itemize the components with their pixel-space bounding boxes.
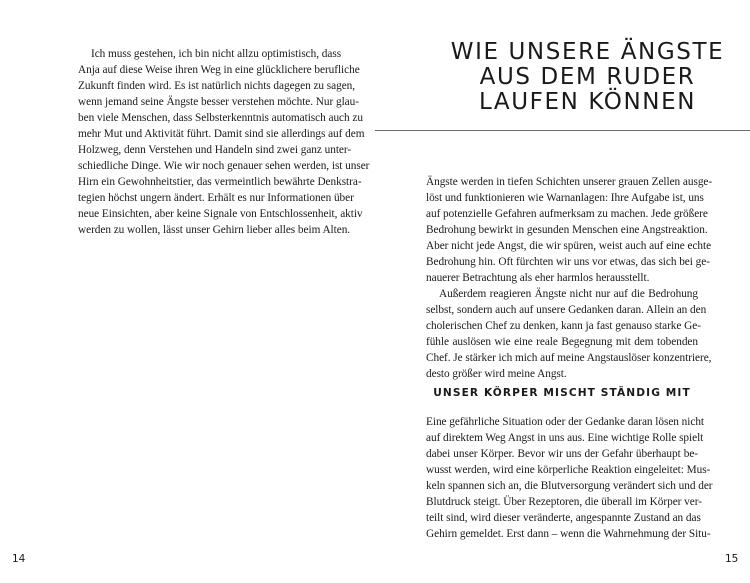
text-line: schiedliche Dinge. Wie wir noch genauer sehen werden, ist unser [78, 160, 370, 172]
text-line: wusst werden, wird eine körperliche Reaktion eingeleitet: Mus- [426, 464, 711, 476]
text-line: Bedrohung hin. Oft fürchten wir uns vor etwas, das sich bei ge- [426, 256, 710, 268]
heading-divider [375, 130, 750, 131]
text-line: ben viele Menschen, dass Selbsterkenntnis automatisch auch zu [78, 112, 363, 124]
chapter-heading [425, 40, 750, 115]
section-subheading: UNSER KÖRPER MISCHT STÄNDIG MIT [433, 387, 691, 399]
text-line: wenn jemand seine Ängste besser verstehen möchte. Nur glau- [78, 96, 359, 108]
text-line: Ängste werden in tiefen Schichten unserer grauen Zellen ausge- [426, 176, 713, 188]
text-line: desto größer wird meine Angst. [426, 368, 567, 380]
text-line: dabei unser Körper. Bevor wir uns der Gefahr überhaupt be- [426, 448, 698, 460]
text-line: teilt sind, wird dieser veränderte, angespannte Zustand an das [426, 512, 701, 524]
text-line: selbst, sondern auch auf unsere Gedanken daran. Allein an den [426, 304, 707, 316]
text-line: Blutdruck steigt. Über Rezeptoren, die überall im Körper ver- [426, 496, 702, 508]
text-line: löst und funktionieren wie Warnanlagen: Ihre Aufgabe ist, uns [426, 192, 704, 204]
text-line: mehr Mut und Aktivität führt. Damit sind sie allerdings auf dem [78, 128, 365, 140]
page-number-left: 14 [12, 553, 26, 565]
heading-line: WIE UNSERE ÄNGSTE [450, 39, 725, 65]
text-line: Anja auf diese Weise ihren Weg in eine glücklichere berufliche [78, 64, 360, 76]
text-line: Gehirn gemeldet. Erst dann – wenn die Wahrnehmung der Situ- [426, 528, 711, 540]
text-line: auf direktem Weg Angst in uns aus. Eine wichtige Rolle spielt [426, 432, 704, 444]
text-line: tegien höchst ungern ändert. Erhält es nur Informationen über [78, 192, 354, 204]
text-line: Hirn ein Gewohnheitstier, das vermeintlich bewährte Denkstra- [78, 176, 362, 188]
text-line: werden zu wollen, lässt unser Gehirn lieber alles beim Alten. [78, 224, 351, 236]
right-page [375, 0, 750, 583]
text-line: Aber nicht jede Angst, die wir spüren, weist auch auf eine echte [426, 240, 712, 252]
heading-line: AUS DEM RUDER [479, 64, 696, 90]
text-line: Zukunft finden wird. Es ist natürlich nichts dagegen zu sagen, [78, 80, 356, 92]
text-line: fühle auslösen wie eine reale Begegnung mit dem tobenden [426, 336, 698, 348]
text-line: auf potenzielle Gefahren aufmerksam zu machen. Jede größere [426, 208, 708, 220]
text-line: Holzweg, denn Verstehen und Handeln sind zwei ganz unter- [78, 144, 352, 156]
text-line: Außerdem reagieren Ängste nicht nur auf die Bedrohung [439, 288, 698, 300]
text-line: keln spannen sich an, die Blutversorgung verändert sich und der [426, 480, 713, 492]
text-line: cholerischen Chef zu denken, kann ja fast genauso starke Ge- [426, 320, 701, 332]
text-line: Bedrohung bewirkt in gesunden Menschen eine Angstreaktion. [426, 224, 708, 236]
text-line: Ich muss gestehen, ich bin nicht allzu optimistisch, dass [91, 48, 342, 60]
text-line: Eine gefährliche Situation oder der Gedanke daran lösen nicht [426, 416, 705, 428]
text-line: nauerer Betrachtung als eher harmlos herausstellt. [426, 272, 650, 284]
text-line: neue Einsichten, aber keine Signale von Entschlossenheit, aktiv [78, 208, 363, 220]
page-number-right: 15 [725, 553, 739, 565]
heading-line: LAUFEN KÖNNEN [478, 89, 697, 115]
text-line: Chef. Je stärker ich mich auf meine Angstauslöser konzentriere, [426, 352, 712, 364]
